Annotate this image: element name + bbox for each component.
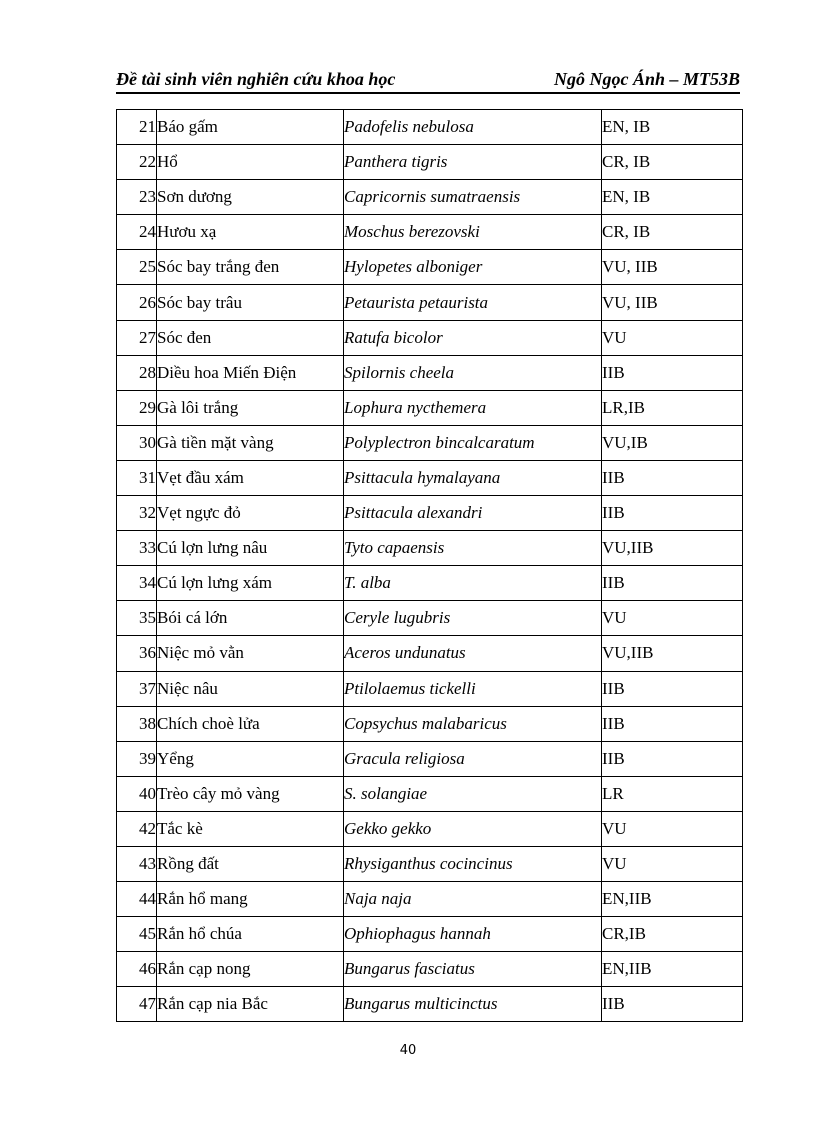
- table-row: [117, 285, 743, 320]
- table-row: [117, 460, 743, 495]
- species-table: [116, 109, 743, 1022]
- conservation-status: VU,IB: [602, 425, 743, 460]
- table-row: [117, 987, 743, 1022]
- row-number: 29: [117, 390, 157, 425]
- conservation-status: EN, IB: [602, 180, 743, 215]
- conservation-status: IIB: [602, 706, 743, 741]
- table-row: [117, 846, 743, 881]
- common-name: Niệc nâu: [157, 671, 344, 706]
- scientific-name: Naja naja: [344, 882, 602, 917]
- row-number: 27: [117, 320, 157, 355]
- scientific-name: Panthera tigris: [344, 145, 602, 180]
- scientific-name: Tyto capaensis: [344, 531, 602, 566]
- header-author: Ngô Ngọc Ánh – MT53B: [553, 69, 740, 89]
- row-number: 21: [117, 110, 157, 145]
- table-row: [117, 145, 743, 180]
- conservation-status: VU: [602, 846, 743, 881]
- table-row: [117, 180, 743, 215]
- common-name: Diều hoa Miến Điện: [157, 355, 344, 390]
- table-row: [117, 952, 743, 987]
- common-name: Gà lôi trắng: [157, 390, 344, 425]
- conservation-status: LR,IB: [602, 390, 743, 425]
- table-row: [117, 425, 743, 460]
- common-name: Sơn dương: [157, 180, 344, 215]
- conservation-status: IIB: [602, 460, 743, 495]
- scientific-name: Petaurista petaurista: [344, 285, 602, 320]
- conservation-status: CR, IB: [602, 215, 743, 250]
- table-row: [117, 776, 743, 811]
- table-row: [117, 917, 743, 952]
- row-number: 35: [117, 601, 157, 636]
- scientific-name: Gracula religiosa: [344, 741, 602, 776]
- common-name: Rắn cạp nia Bắc: [157, 987, 344, 1022]
- scientific-name: Psittacula alexandri: [344, 496, 602, 531]
- table-row: [117, 320, 743, 355]
- common-name: Vẹt đầu xám: [157, 460, 344, 495]
- row-number: 47: [117, 987, 157, 1022]
- common-name: Cú lợn lưng nâu: [157, 531, 344, 566]
- common-name: Hổ: [157, 145, 344, 180]
- common-name: Hươu xạ: [157, 215, 344, 250]
- scientific-name: Moschus berezovski: [344, 215, 602, 250]
- conservation-status: EN,IIB: [602, 882, 743, 917]
- scientific-name: Bungarus fasciatus: [344, 952, 602, 987]
- row-number: 42: [117, 811, 157, 846]
- table-row: [117, 671, 743, 706]
- common-name: Chích choè lửa: [157, 706, 344, 741]
- common-name: Trèo cây mỏ vàng: [157, 776, 344, 811]
- common-name: Rồng đất: [157, 846, 344, 881]
- row-number: 32: [117, 496, 157, 531]
- scientific-name: Bungarus multicinctus: [344, 987, 602, 1022]
- scientific-name: Polyplectron bincalcaratum: [344, 425, 602, 460]
- conservation-status: EN,IIB: [602, 952, 743, 987]
- scientific-name: Ptilolaemus tickelli: [344, 671, 602, 706]
- common-name: Báo gấm: [157, 110, 344, 145]
- table-row: [117, 531, 743, 566]
- conservation-status: IIB: [602, 741, 743, 776]
- scientific-name: Rhysiganthus cocincinus: [344, 846, 602, 881]
- scientific-name: Padofelis nebulosa: [344, 110, 602, 145]
- scientific-name: Ophiophagus hannah: [344, 917, 602, 952]
- table-row: [117, 566, 743, 601]
- conservation-status: VU: [602, 811, 743, 846]
- table-row: [117, 741, 743, 776]
- table-row: [117, 496, 743, 531]
- table-row: [117, 882, 743, 917]
- row-number: 46: [117, 952, 157, 987]
- scientific-name: Copsychus malabaricus: [344, 706, 602, 741]
- row-number: 26: [117, 285, 157, 320]
- table-row: [117, 215, 743, 250]
- common-name: Rắn cạp nong: [157, 952, 344, 987]
- scientific-name: Spilornis cheela: [344, 355, 602, 390]
- table-row: [117, 636, 743, 671]
- row-number: 44: [117, 882, 157, 917]
- scientific-name: Ratufa bicolor: [344, 320, 602, 355]
- common-name: Sóc bay trâu: [157, 285, 344, 320]
- conservation-status: IIB: [602, 987, 743, 1022]
- scientific-name: S. solangiae: [344, 776, 602, 811]
- common-name: Gà tiền mặt vàng: [157, 425, 344, 460]
- page-header: [116, 66, 740, 94]
- row-number: 36: [117, 636, 157, 671]
- row-number: 24: [117, 215, 157, 250]
- common-name: Yểng: [157, 741, 344, 776]
- common-name: Niệc mỏ vằn: [157, 636, 344, 671]
- conservation-status: IIB: [602, 355, 743, 390]
- conservation-status: EN, IB: [602, 110, 743, 145]
- common-name: Rắn hổ mang: [157, 882, 344, 917]
- table-row: [117, 706, 743, 741]
- scientific-name: Capricornis sumatraensis: [344, 180, 602, 215]
- row-number: 34: [117, 566, 157, 601]
- row-number: 25: [117, 250, 157, 285]
- row-number: 28: [117, 355, 157, 390]
- row-number: 30: [117, 425, 157, 460]
- row-number: 39: [117, 741, 157, 776]
- row-number: 33: [117, 531, 157, 566]
- conservation-status: CR, IB: [602, 145, 743, 180]
- conservation-status: VU,IIB: [602, 636, 743, 671]
- scientific-name: Hylopetes alboniger: [344, 250, 602, 285]
- common-name: Bói cá lớn: [157, 601, 344, 636]
- row-number: 45: [117, 917, 157, 952]
- conservation-status: IIB: [602, 496, 743, 531]
- row-number: 40: [117, 776, 157, 811]
- common-name: Vẹt ngực đỏ: [157, 496, 344, 531]
- scientific-name: T. alba: [344, 566, 602, 601]
- conservation-status: CR,IB: [602, 917, 743, 952]
- row-number: 37: [117, 671, 157, 706]
- conservation-status: VU: [602, 601, 743, 636]
- row-number: 22: [117, 145, 157, 180]
- table-row: [117, 811, 743, 846]
- common-name: Rắn hổ chúa: [157, 917, 344, 952]
- scientific-name: Lophura nycthemera: [344, 390, 602, 425]
- scientific-name: Psittacula hymalayana: [344, 460, 602, 495]
- conservation-status: IIB: [602, 566, 743, 601]
- header-title: Đề tài sinh viên nghiên cứu khoa học: [116, 69, 396, 89]
- conservation-status: LR: [602, 776, 743, 811]
- common-name: Sóc đen: [157, 320, 344, 355]
- scientific-name: Ceryle lugubris: [344, 601, 602, 636]
- common-name: Sóc bay trắng đen: [157, 250, 344, 285]
- conservation-status: VU,IIB: [602, 531, 743, 566]
- table-row: [117, 601, 743, 636]
- conservation-status: VU: [602, 320, 743, 355]
- row-number: 31: [117, 460, 157, 495]
- table-row: [117, 390, 743, 425]
- conservation-status: VU, IIB: [602, 250, 743, 285]
- species-table-body: [117, 110, 743, 1022]
- table-row: [117, 355, 743, 390]
- row-number: 43: [117, 846, 157, 881]
- common-name: Tắc kè: [157, 811, 344, 846]
- scientific-name: Aceros undunatus: [344, 636, 602, 671]
- row-number: 23: [117, 180, 157, 215]
- scientific-name: Gekko gekko: [344, 811, 602, 846]
- row-number: 38: [117, 706, 157, 741]
- conservation-status: VU, IIB: [602, 285, 743, 320]
- table-row: [117, 250, 743, 285]
- page-number: 40: [399, 1043, 417, 1058]
- common-name: Cú lợn lưng xám: [157, 566, 344, 601]
- conservation-status: IIB: [602, 671, 743, 706]
- table-row: [117, 110, 743, 145]
